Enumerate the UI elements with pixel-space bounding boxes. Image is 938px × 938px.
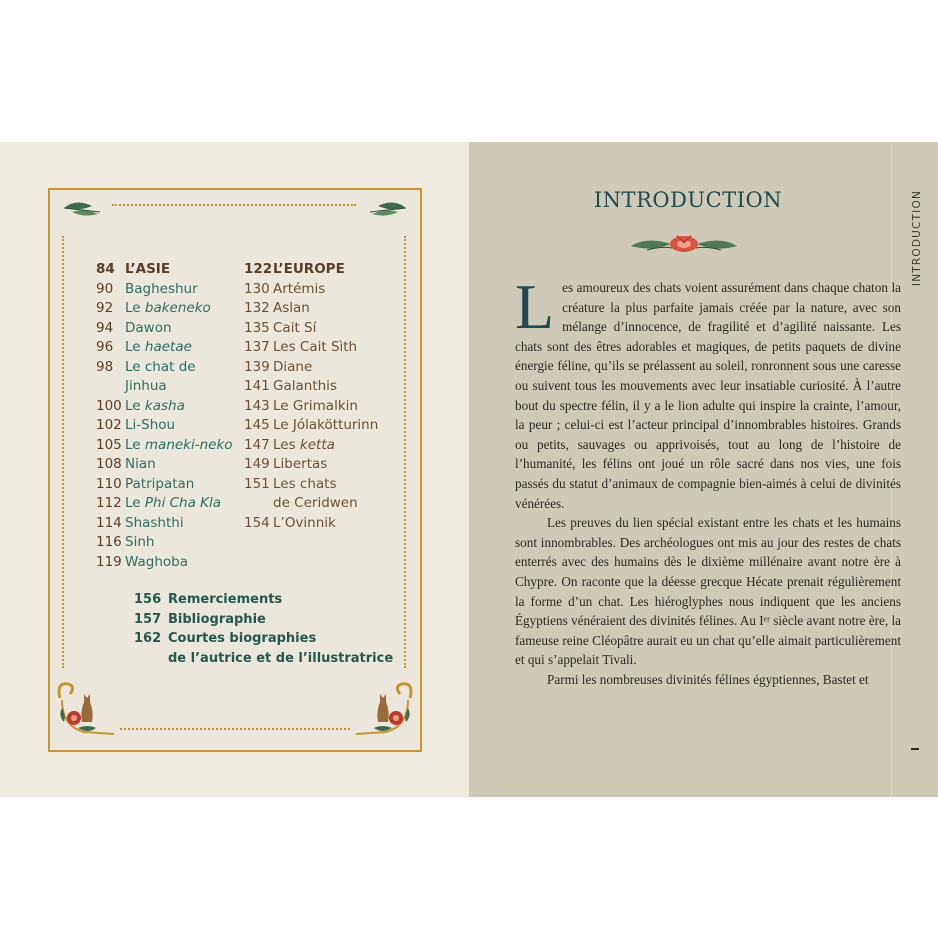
toc-page-number: 156 [134, 592, 162, 607]
toc-page-number: 114 [96, 514, 122, 531]
toc-entry [96, 397, 233, 417]
toc-back-entry [134, 629, 393, 649]
toc-column-europe [244, 260, 378, 533]
toc-page-number: 143 [244, 397, 270, 414]
toc-entry-title: Aslan [273, 300, 310, 316]
toc-page-number: 147 [244, 436, 270, 453]
paragraph-2: Les preuves du lien spécial existant entre les chats et les humains sont innombrables. Des archéologues ont mis au jour des restes de chats enterrés avec des humains dès le dixième millénaire avant notre ère à Chypre. On raconte que la déesse grecque Hécate prenait régulièrement la forme d’un chat. Les hiéroglyphes nous indiquent que les anciens Égyptiens vénéraient des divinités félines. Au Iᵉʳ siècle avant notre ère, la fameuse reine Cléopâtre aurait eu un chat qu’elle aimait particulièrement et qui s’appelait Tivali. [515, 515, 901, 668]
toc-back-entry [134, 610, 393, 630]
toc-entry [244, 319, 378, 339]
toc-entry-title: Jinhua [125, 378, 167, 394]
toc-entry [244, 475, 378, 495]
toc-entry-title: Le Phi Cha Kla [125, 495, 222, 511]
toc-entry [96, 338, 233, 358]
toc-page-number: 110 [96, 475, 122, 492]
toc-entry-title: Li-Shou [125, 417, 176, 433]
toc-page-number: 151 [244, 475, 270, 492]
toc-entry-title: Les chats [273, 475, 337, 492]
toc-entry [96, 280, 233, 300]
toc-entry-title: Artémis [273, 280, 326, 297]
running-head: INTRODUCTION [911, 190, 923, 287]
toc-entry [96, 299, 233, 319]
toc-entry-title: Diane [273, 358, 313, 375]
body-text [515, 271, 901, 689]
toc-entry-title: Le kasha [125, 397, 185, 414]
toc-entry [244, 299, 378, 319]
toc-column-asia [96, 260, 233, 572]
toc-page-number: 141 [244, 378, 270, 394]
dotted-border-bottom [120, 728, 350, 730]
toc-entry [244, 436, 378, 456]
paragraph-1: Les amoureux des chats voient assurément dans chaque chaton la créature la plus parfaite jamais créée par la nature, avec son mélange d’innocence, de fragilité et d’agilité naissante. Les chats sont des êtres adorables et magiques, de petits paquets de divine énergie féline, qu’ils se prélassent au soleil, ronronnent sous une caresse ou suivent tous les mouvements avec leur insatiable curiosité. À l’autre bout du spectre félin, il y a le lion adulte qui inspire la crainte, l’amour, la peur ; celui-ci est l’acteur principal d’innombrables histoires. Grands ou petits, sauvages ou apprivoisés, tout au long de l’histoire de l’humanité, les félins ont joué un rôle sacré dans nos vies, une fois passés du statut d’animaux de compagnie bien-aimés à celui de divinités vénérées. [515, 271, 901, 511]
toc-back-matter [134, 590, 393, 668]
toc-page-number: 100 [96, 397, 122, 414]
leaf-ornament-icon [368, 198, 408, 220]
toc-entry-title: Bibliographie [168, 611, 266, 627]
toc-page-number: 119 [96, 553, 122, 570]
toc-page-number [96, 377, 125, 397]
toc-back-entry [134, 649, 393, 669]
toc-entry [244, 358, 378, 378]
cat-flower-ornament-icon [346, 678, 416, 742]
toc-page-number: 132 [244, 300, 270, 316]
toc-entry-title: L’ASIE [125, 261, 171, 277]
toc-page-number: 90 [96, 280, 114, 297]
toc-entry [244, 280, 378, 300]
toc-page-number: 137 [244, 339, 270, 355]
chapter-title: INTRODUCTION [593, 188, 783, 212]
flower-ornament-icon [627, 232, 741, 256]
toc-page-number: 139 [244, 358, 270, 375]
toc-entry-title: L’Ovinnik [273, 514, 336, 531]
toc-page-number: 145 [244, 417, 270, 433]
toc-entry [96, 494, 233, 514]
toc-entry-title: Le chat de [125, 358, 196, 375]
toc-page-number: 98 [96, 358, 114, 375]
toc-page-number: 149 [244, 456, 270, 472]
drop-cap: L [515, 271, 555, 342]
toc-entry-title: de l’autrice et de l’illustratrice [168, 650, 394, 666]
toc-page-number: 108 [96, 456, 122, 472]
toc-page-number: 112 [96, 495, 122, 511]
toc-page-number: 102 [96, 417, 122, 433]
toc-page-number: 135 [244, 319, 270, 336]
toc-entry [244, 397, 378, 417]
toc-page-number [134, 649, 168, 669]
cat-flower-ornament-icon [54, 678, 124, 742]
toc-entry-title: Courtes biographies [168, 631, 317, 646]
toc-entry [244, 494, 378, 514]
toc-entry [96, 475, 233, 495]
toc-entry-title: Remerciements [168, 592, 283, 607]
dotted-border-right [404, 236, 406, 668]
toc-entry-title: Waghoba [125, 553, 188, 570]
toc-entry-title: Sinh [125, 534, 155, 550]
toc-entry [96, 260, 233, 280]
toc-entry-title: Nian [125, 456, 156, 472]
toc-entry-title: Galanthis [273, 378, 337, 394]
toc-entry [96, 533, 233, 553]
toc-entry-title: de Ceridwen [273, 495, 358, 511]
toc-entry-title: Dawon [125, 319, 172, 336]
toc-entry [96, 514, 233, 534]
toc-page-number: 162 [134, 631, 162, 646]
toc-entry-title: Les ketta [273, 436, 335, 453]
toc-page-number: 92 [96, 300, 114, 316]
toc-page-number [244, 494, 273, 514]
toc-entry-title: Shashthi [125, 514, 184, 531]
toc-page-number: 84 [96, 261, 115, 277]
toc-entry-title: Le Jólakötturinn [273, 417, 379, 433]
toc-entry-title: Libertas [273, 456, 328, 472]
toc-entry [96, 416, 233, 436]
toc-entry-title: Bagheshur [125, 280, 198, 297]
toc-frame [48, 188, 422, 752]
toc-entry-title: Le Grimalkin [273, 397, 358, 414]
toc-entry [244, 416, 378, 436]
toc-entry [96, 319, 233, 339]
paragraph-3: Parmi les nombreuses divinités félines égyptiennes, Bastet et [547, 671, 869, 687]
toc-entry [244, 455, 378, 475]
leaf-ornament-icon [62, 198, 102, 220]
toc-entry [244, 514, 378, 534]
toc-entry [96, 377, 233, 397]
toc-entry [96, 455, 233, 475]
toc-entry [244, 260, 378, 280]
toc-entry-title: Les Cait Sìth [273, 339, 358, 355]
left-page [0, 142, 469, 797]
toc-page-number: 96 [96, 339, 114, 355]
toc-page-number: 116 [96, 534, 122, 550]
toc-entry [96, 553, 233, 573]
toc-page-number: 157 [134, 611, 162, 627]
toc-entry-title: Le maneki-neko [125, 436, 233, 453]
book-spread [0, 142, 938, 797]
toc-back-entry [134, 590, 393, 610]
toc-entry-title: Le haetae [125, 339, 192, 355]
toc-entry [244, 377, 378, 397]
toc-entry [96, 436, 233, 456]
toc-page-number: 94 [96, 319, 114, 336]
toc-entry-title: Cait Sí [273, 319, 317, 336]
toc-page-number: 122 [244, 261, 273, 277]
toc-page-number: 130 [244, 280, 270, 297]
toc-page-number: 105 [96, 436, 122, 453]
toc-entry [244, 338, 378, 358]
toc-entry-title: L’EUROPE [273, 261, 345, 277]
toc-page-number: 154 [244, 514, 270, 531]
dotted-border-top [112, 204, 356, 206]
page-marker [911, 748, 919, 750]
right-page [469, 142, 938, 797]
toc-entry [96, 358, 233, 378]
dotted-border-left [62, 236, 64, 668]
toc-entry-title: Patripatan [125, 475, 195, 492]
toc-entry-title: Le bakeneko [125, 300, 211, 316]
